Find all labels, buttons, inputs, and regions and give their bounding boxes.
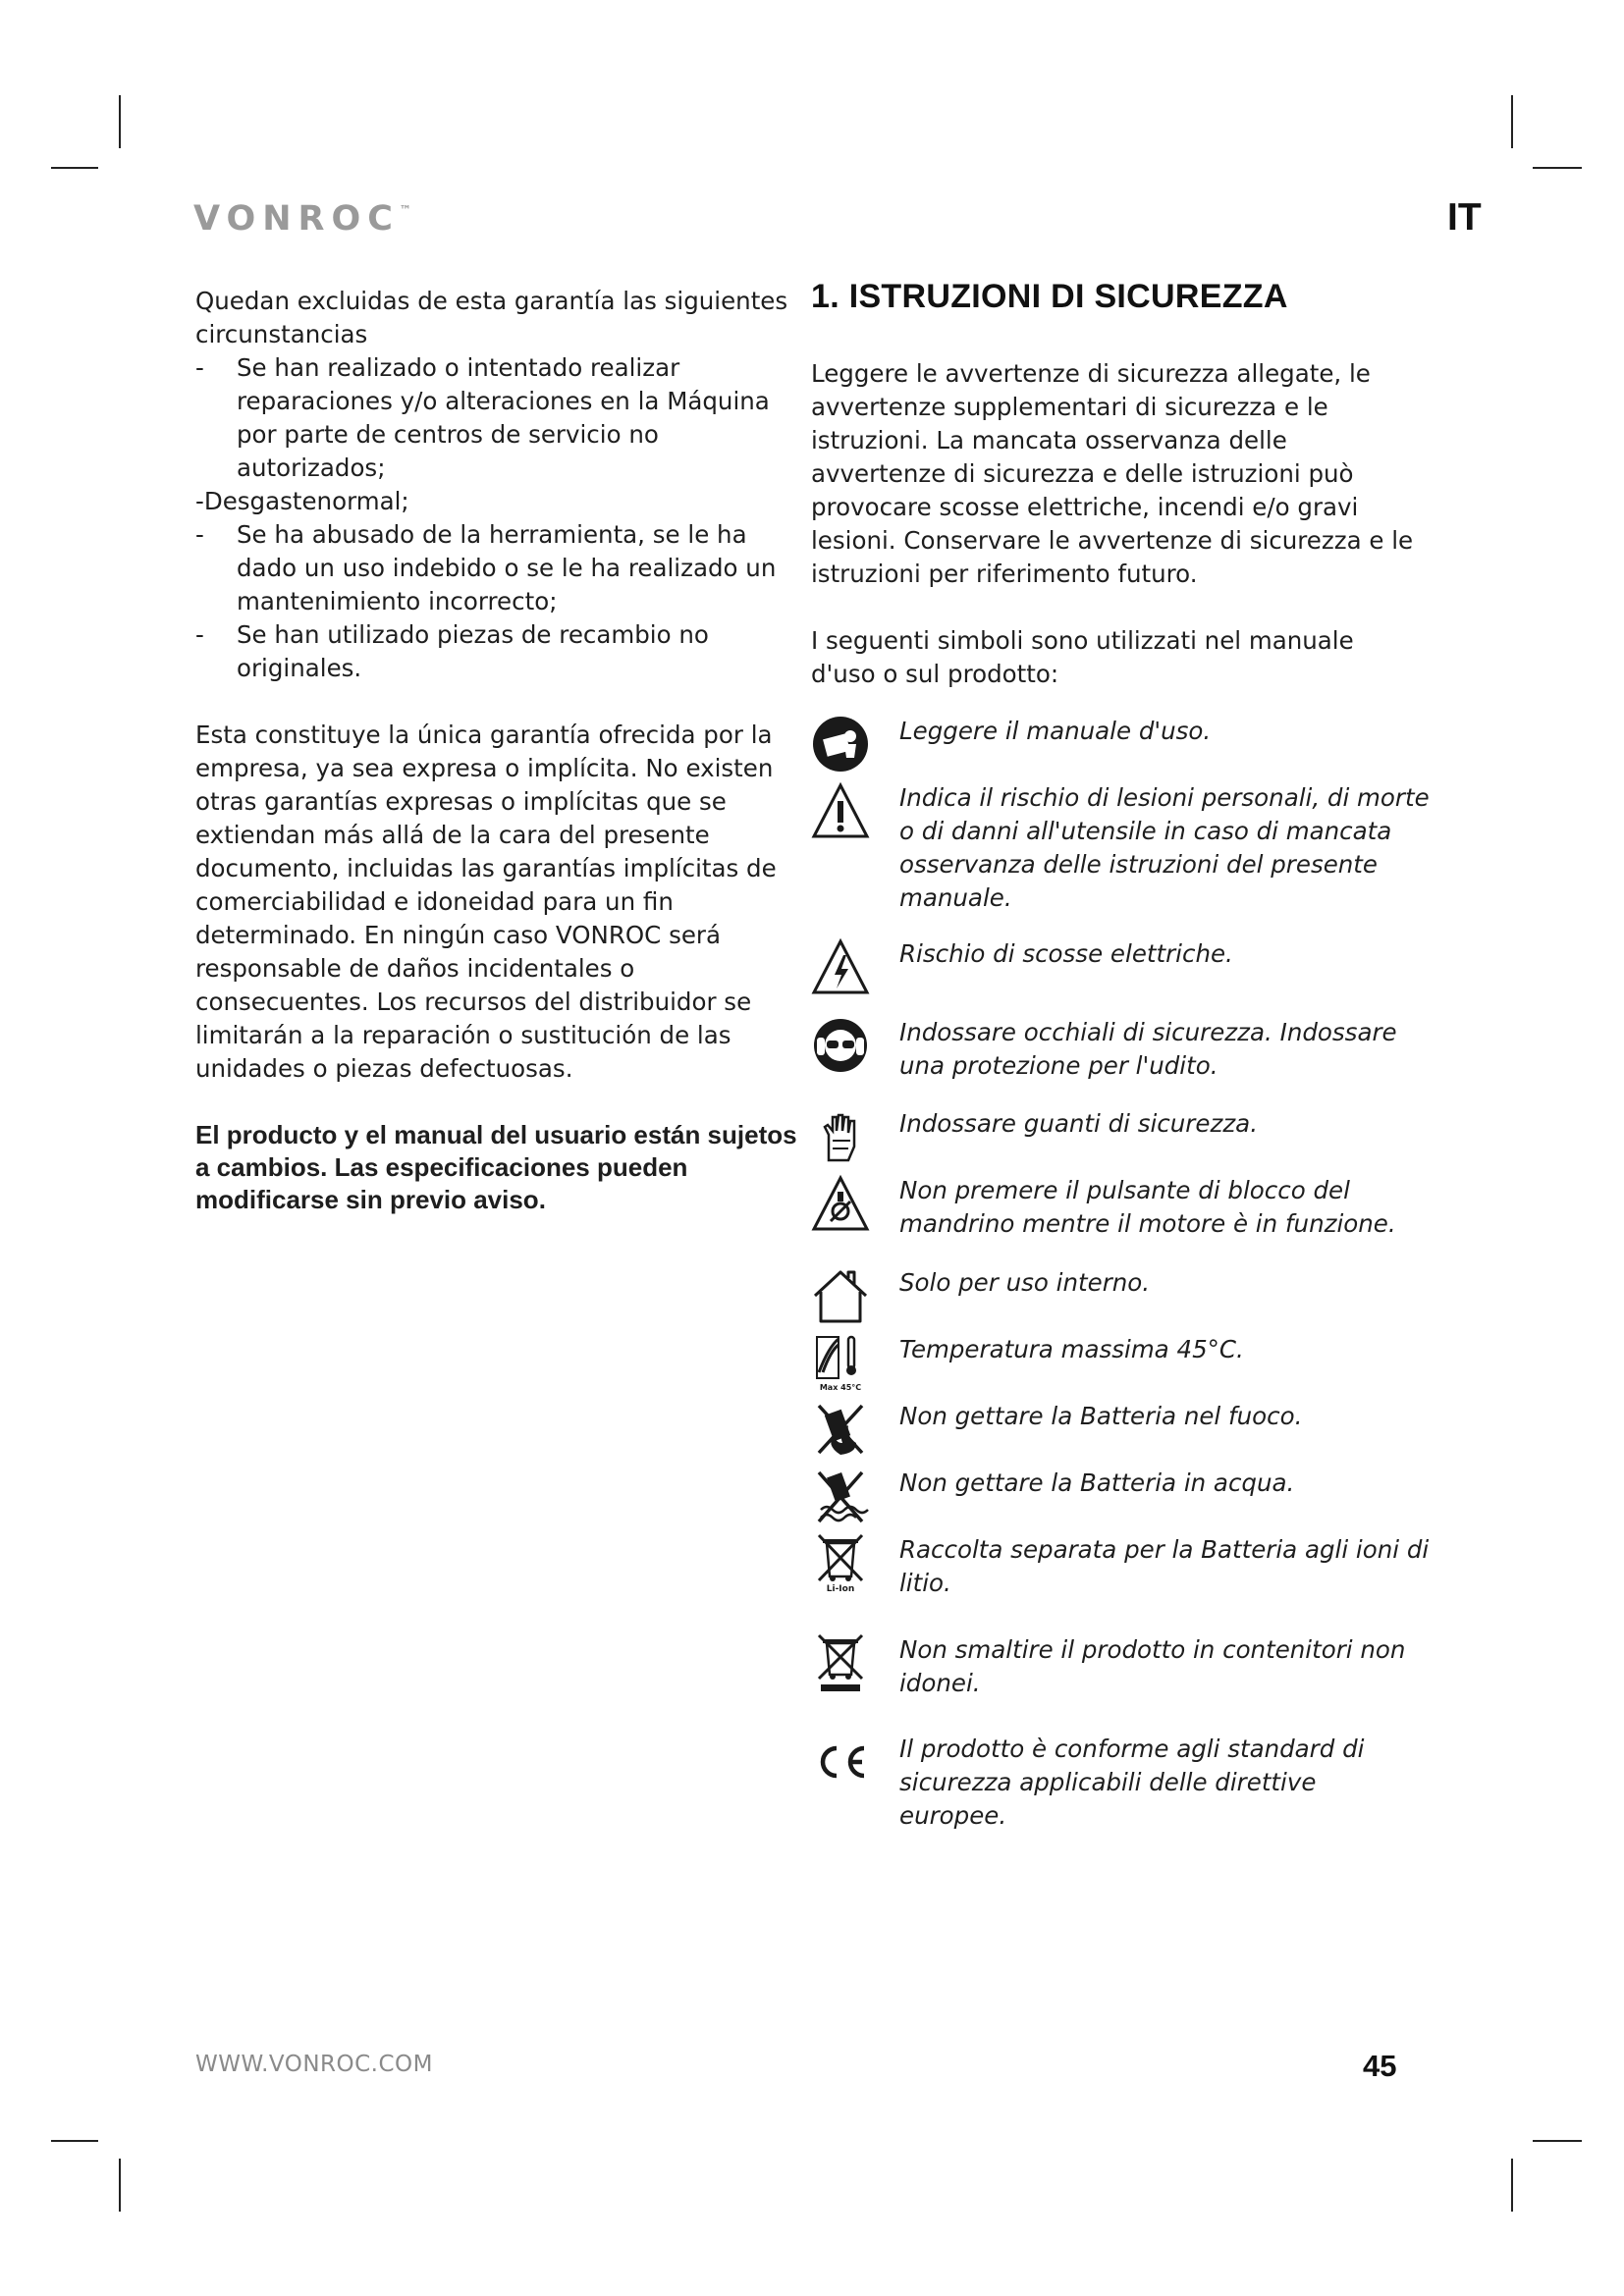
no-battery-water-icon bbox=[811, 1467, 870, 1525]
symbol-text: Indossare occhiali di sicurezza. Indossare una protezione per l'udito. bbox=[899, 1018, 1397, 1080]
symbol-text: Non gettare la Batteria nel fuoco. bbox=[899, 1402, 1303, 1430]
list-dash: - bbox=[195, 353, 204, 382]
right-column bbox=[811, 278, 1420, 691]
exclusion-item bbox=[195, 618, 804, 685]
symbol-text: Leggere il manuale d'uso. bbox=[899, 717, 1212, 745]
electric-shock-icon bbox=[811, 937, 870, 996]
symbols-intro: I seguenti simboli sono utilizzati nel manuale d'uso o sul prodotto: bbox=[811, 626, 1354, 688]
crop-mark-bottom-left-h bbox=[51, 2140, 98, 2142]
icon-label: Max 45°C bbox=[819, 1383, 862, 1392]
exclusion-item bbox=[195, 351, 804, 485]
symbol-text: Non gettare la Batteria in acqua. bbox=[899, 1468, 1295, 1497]
exclusion-text: -Desgastenormal; bbox=[195, 487, 409, 515]
warranty-intro: Quedan excluidas de esta garantía las siguientes circunstancias bbox=[195, 287, 788, 348]
trademark-mark: ™ bbox=[399, 203, 411, 217]
exclusion-text: Se ha abusado de la herramienta, se le ha dado un uso indebido o se le ha realizado un mantenimiento incorrecto; bbox=[237, 520, 777, 615]
brand-name: VONROC bbox=[193, 199, 400, 239]
crop-mark-bottom-right-h bbox=[1533, 2140, 1582, 2142]
max-temperature-icon bbox=[811, 1333, 870, 1392]
crop-mark-top-right-h bbox=[1533, 167, 1582, 169]
change-notice: El producto y el manual del usuario están sujetos a cambios. Las especificaciones pueden modificarse sin previo aviso. bbox=[195, 1120, 797, 1214]
crop-mark-top-left-v bbox=[119, 95, 121, 148]
crop-mark-top-right-v bbox=[1511, 95, 1513, 148]
symbol-text: Temperatura massima 45°C. bbox=[899, 1335, 1244, 1363]
symbol-text: Indica il rischio di lesioni personali, di morte o di danni all'utensile in caso di mancata osservanza delle istruzioni del presente manuale. bbox=[899, 783, 1430, 912]
li-ion-recycling-icon bbox=[811, 1533, 870, 1592]
read-manual-icon bbox=[811, 715, 870, 774]
left-column bbox=[195, 285, 804, 1216]
symbol-text: Non smaltire il prodotto in contenitori non idonei. bbox=[899, 1635, 1406, 1697]
spindle-lock-warning-icon bbox=[811, 1174, 870, 1233]
no-battery-fire-icon bbox=[811, 1400, 870, 1459]
crop-mark-bottom-right-v bbox=[1511, 2159, 1513, 2212]
section-title: 1. ISTRUZIONI DI SICUREZZA bbox=[811, 278, 1288, 315]
list-dash: - bbox=[195, 620, 204, 649]
symbol-text: Solo per uso interno. bbox=[899, 1268, 1151, 1297]
exclusion-item bbox=[195, 518, 804, 618]
footer-url: WWW.VONROC.COM bbox=[195, 2052, 433, 2077]
symbol-text: Il prodotto è conforme agli standard di sicurezza applicabili delle direttive europee. bbox=[899, 1735, 1365, 1830]
list-dash: - bbox=[195, 520, 204, 549]
exclusion-list bbox=[195, 351, 804, 685]
safety-glasses-ear-protection-icon bbox=[811, 1016, 870, 1075]
icon-label: Li-Ion bbox=[826, 1584, 855, 1592]
symbol-text: Rischio di scosse elettriche. bbox=[899, 939, 1233, 968]
warning-icon bbox=[811, 781, 870, 840]
brand-logo bbox=[193, 199, 411, 239]
indoor-use-icon bbox=[811, 1266, 870, 1325]
exclusion-item bbox=[195, 485, 804, 518]
symbol-text: Non premere il pulsante di blocco del mandrino mentre il motore è in funzione. bbox=[899, 1176, 1396, 1238]
weee-bin-icon bbox=[811, 1633, 870, 1692]
exclusion-text: Se han utilizado piezas de recambio no originales. bbox=[237, 620, 709, 682]
language-code: IT bbox=[1447, 196, 1482, 239]
crop-mark-bottom-left-v bbox=[119, 2159, 121, 2212]
safety-gloves-icon bbox=[811, 1107, 870, 1166]
symbol-text: Raccolta separata per la Batteria agli ioni di litio. bbox=[899, 1535, 1430, 1597]
crop-mark-top-left-h bbox=[51, 167, 98, 169]
safety-intro: Leggere le avvertenze di sicurezza allegate, le avvertenze supplementari di sicurezza e le istruzioni. La mancata osservanza delle avvertenze di sicurezza e delle istruzioni può provocare scosse elettriche, incendi e/o gravi lesioni. Conservare le avvertenze di sicurezza e le istruzioni per riferimento futuro. bbox=[811, 359, 1414, 588]
exclusion-text: Se han realizado o intentado realizar reparaciones y/o alteraciones en la Máquina por parte de centros de servicio no autorizados; bbox=[237, 353, 770, 482]
warranty-body: Esta constituye la única garantía ofrecida por la empresa, ya sea expresa o implícita. No existen otras garantías expresas o implícitas que se extiendan más allá de la cara del presente documento, incluidas las garantías implícitas de comerciabilidad e idoneidad para un fin determinado. En ningún caso VONROC será responsable de daños incidentales o consecuentes. Los recursos del distribuidor se limitarán a la reparación o sustitución de las unidades o piezas defectuosas. bbox=[195, 721, 777, 1083]
symbol-text: Indossare guanti di sicurezza. bbox=[899, 1109, 1258, 1138]
page-number: 45 bbox=[1363, 2049, 1397, 2083]
ce-mark-icon bbox=[811, 1733, 870, 1791]
